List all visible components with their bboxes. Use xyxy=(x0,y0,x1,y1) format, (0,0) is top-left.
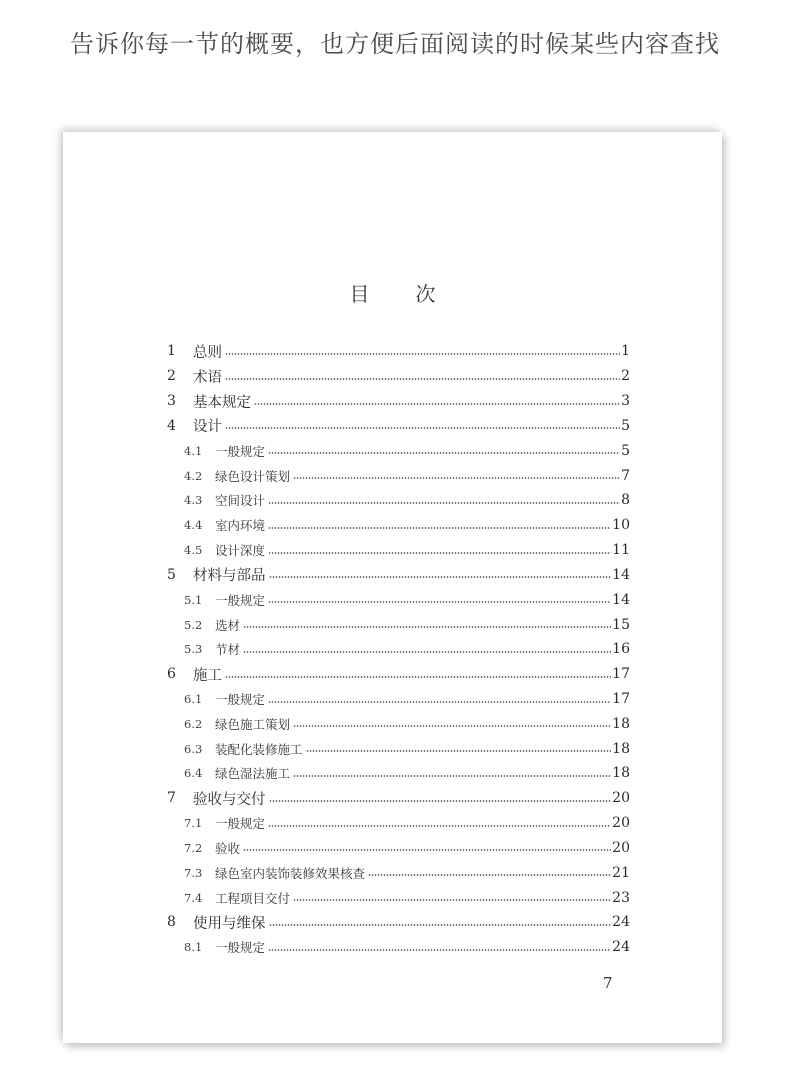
entry-title: 一般规定 xyxy=(215,940,266,956)
entry-title: 节材 xyxy=(215,642,241,658)
entry-title: 一般规定 xyxy=(215,816,266,832)
dot-leader xyxy=(225,676,611,678)
dot-leader xyxy=(254,403,620,405)
dot-leader xyxy=(268,502,620,504)
dot-leader xyxy=(268,949,611,951)
entry-page: 24 xyxy=(612,939,630,956)
entry-page: 24 xyxy=(612,914,630,931)
entry-page: 15 xyxy=(612,616,630,633)
dot-leader xyxy=(293,477,620,479)
entry-number: 4 xyxy=(167,417,176,434)
dot-leader xyxy=(225,427,620,429)
toc-section-entry[interactable] xyxy=(163,513,630,538)
dot-leader xyxy=(306,750,612,752)
entry-title: 绿色湿法施工 xyxy=(215,766,291,782)
entry-title: 使用与维保 xyxy=(193,915,266,932)
dot-leader xyxy=(268,527,611,529)
dot-leader xyxy=(293,899,611,901)
toc-section-entry[interactable] xyxy=(163,860,630,885)
dot-leader xyxy=(269,576,612,578)
toc-section-entry[interactable] xyxy=(163,736,630,761)
dot-leader xyxy=(268,552,611,554)
dot-leader xyxy=(268,601,611,603)
entry-number: 6.2 xyxy=(184,716,203,731)
entry-number: 6.1 xyxy=(184,692,203,706)
entry-page: 14 xyxy=(612,591,630,608)
entry-page: 5 xyxy=(621,442,630,459)
dot-leader xyxy=(269,800,612,802)
entry-number: 7.3 xyxy=(184,865,203,880)
entry-title: 绿色设计策划 xyxy=(215,468,291,484)
entry-page: 18 xyxy=(612,765,630,782)
toc-chapter-entry[interactable] xyxy=(163,364,630,389)
entry-page: 14 xyxy=(612,566,630,583)
entry-title: 绿色室内装饰装修效果核查 xyxy=(215,865,366,881)
toc-section-entry[interactable] xyxy=(163,935,630,960)
toc-section-entry[interactable] xyxy=(163,538,630,563)
entry-page: 2 xyxy=(621,368,630,385)
toc-chapter-entry[interactable] xyxy=(163,389,630,414)
entry-title: 基本规定 xyxy=(193,394,251,411)
entry-page: 11 xyxy=(612,542,630,559)
entry-page: 18 xyxy=(612,715,630,732)
dot-leader xyxy=(268,452,620,454)
toc-section-entry[interactable] xyxy=(163,463,630,488)
entry-number: 4.3 xyxy=(184,493,203,508)
entry-title: 装配化装修施工 xyxy=(215,741,303,757)
entry-page: 5 xyxy=(621,417,630,434)
entry-page: 23 xyxy=(612,889,630,906)
toc-section-entry[interactable] xyxy=(163,687,630,712)
page-number: 7 xyxy=(603,974,613,992)
entry-title: 绿色施工策划 xyxy=(215,716,291,732)
entry-number: 8 xyxy=(167,914,176,931)
entry-title: 选材 xyxy=(215,617,241,633)
entry-title: 一般规定 xyxy=(215,443,266,459)
entry-number: 4.1 xyxy=(184,443,203,458)
toc-section-entry[interactable] xyxy=(163,761,630,786)
document-page xyxy=(63,132,722,1043)
entry-title: 室内环境 xyxy=(215,518,266,534)
entry-title: 空间设计 xyxy=(215,493,266,509)
entry-page: 10 xyxy=(612,517,630,534)
toc-section-entry[interactable] xyxy=(163,587,630,612)
entry-page: 8 xyxy=(621,492,630,509)
dot-leader xyxy=(368,874,611,876)
toc-chapter-entry[interactable] xyxy=(163,910,630,935)
entry-number: 6.3 xyxy=(184,741,203,756)
toc-chapter-entry[interactable] xyxy=(163,562,630,587)
toc-chapter-entry[interactable] xyxy=(163,662,630,687)
entry-title: 施工 xyxy=(193,667,222,684)
entry-number: 5.1 xyxy=(184,592,203,607)
entry-page: 18 xyxy=(612,740,630,757)
table-of-contents xyxy=(163,339,630,960)
toc-heading-right: 次 xyxy=(415,282,436,306)
entry-number: 7 xyxy=(167,790,176,807)
caption-text: 告诉你每一节的概要，也方便后面阅读的时候某些内容查找 xyxy=(70,30,720,58)
entry-number: 4.2 xyxy=(184,468,203,483)
entry-number: 6.4 xyxy=(184,766,203,781)
toc-section-entry[interactable] xyxy=(163,637,630,662)
dot-leader xyxy=(243,849,611,851)
entry-page: 20 xyxy=(612,839,630,856)
dot-leader xyxy=(243,651,611,653)
toc-chapter-entry[interactable] xyxy=(163,339,630,364)
toc-section-entry[interactable] xyxy=(163,885,630,910)
entry-number: 5.2 xyxy=(184,617,203,632)
toc-section-entry[interactable] xyxy=(163,811,630,836)
entry-page: 17 xyxy=(612,666,630,683)
entry-number: 7.2 xyxy=(184,840,203,855)
entry-title: 验收 xyxy=(215,840,241,856)
entry-title: 一般规定 xyxy=(215,692,266,707)
toc-section-entry[interactable] xyxy=(163,488,630,513)
entry-page: 21 xyxy=(612,864,630,881)
entry-number: 5 xyxy=(167,566,176,583)
toc-chapter-entry[interactable] xyxy=(163,413,630,438)
dot-leader xyxy=(225,353,620,355)
toc-heading xyxy=(63,278,722,307)
entry-number: 3 xyxy=(167,393,176,410)
dot-leader xyxy=(268,825,611,827)
entry-page: 20 xyxy=(612,790,630,807)
toc-section-entry[interactable] xyxy=(163,438,630,463)
entry-title: 总则 xyxy=(193,344,222,361)
entry-number: 1 xyxy=(167,343,176,360)
entry-title: 工程项目交付 xyxy=(215,890,291,906)
toc-section-entry[interactable] xyxy=(163,711,630,736)
entry-number: 8.1 xyxy=(184,940,203,955)
entry-number: 7.4 xyxy=(184,890,203,905)
entry-number: 5.3 xyxy=(184,642,203,657)
entry-title: 验收与交付 xyxy=(193,791,266,808)
entry-page: 16 xyxy=(612,641,630,658)
entry-page: 20 xyxy=(612,815,630,832)
entry-title: 材料与部品 xyxy=(193,568,266,585)
toc-heading-left: 目 xyxy=(349,282,370,306)
entry-number: 2 xyxy=(167,368,176,385)
toc-section-entry[interactable] xyxy=(163,836,630,861)
entry-page: 3 xyxy=(621,393,630,410)
entry-page: 7 xyxy=(621,467,630,484)
entry-title: 设计 xyxy=(193,419,222,436)
dot-leader xyxy=(293,725,611,727)
entry-title: 一般规定 xyxy=(215,592,266,608)
dot-leader xyxy=(293,775,611,777)
entry-page: 17 xyxy=(612,691,630,707)
dot-leader xyxy=(225,378,620,380)
dot-leader xyxy=(268,701,611,703)
entry-number: 4.5 xyxy=(184,543,203,558)
entry-title: 术语 xyxy=(193,369,222,386)
dot-leader xyxy=(269,924,612,926)
entry-title: 设计深度 xyxy=(215,543,266,559)
toc-chapter-entry[interactable] xyxy=(163,786,630,811)
dot-leader xyxy=(243,626,611,628)
entry-number: 4.4 xyxy=(184,518,203,533)
entry-number: 7.1 xyxy=(184,816,203,831)
toc-section-entry[interactable] xyxy=(163,612,630,637)
entry-number: 6 xyxy=(167,666,176,683)
entry-page: 1 xyxy=(621,343,630,360)
